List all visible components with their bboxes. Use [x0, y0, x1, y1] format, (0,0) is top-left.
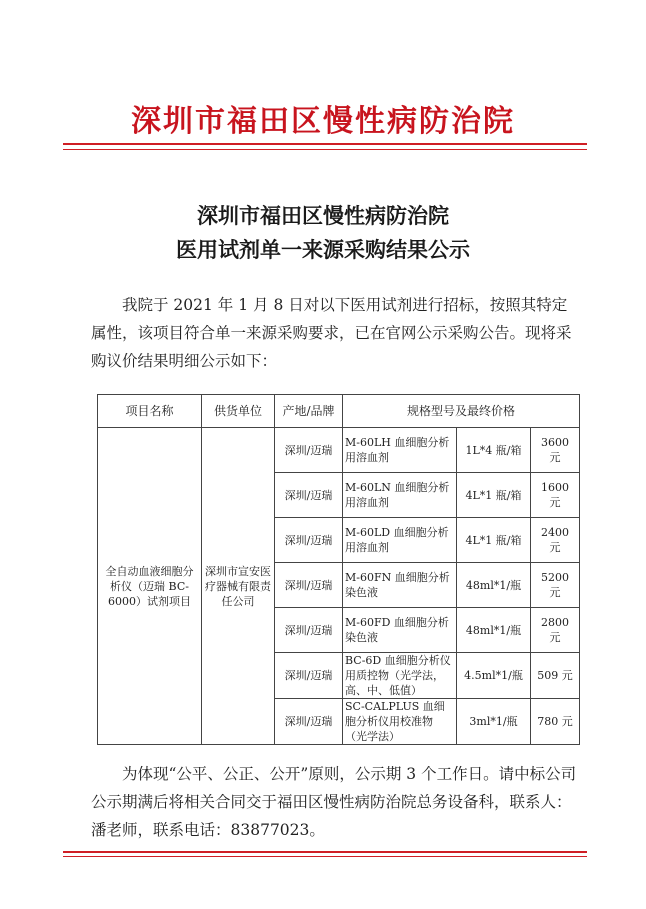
package-cell: 48ml*1/瓶 [457, 608, 531, 653]
table-row [98, 428, 580, 473]
price-cell: 2400 元 [531, 518, 580, 563]
price-cell: 1600 元 [531, 473, 580, 518]
origin-cell: 深圳/迈瑞 [275, 653, 343, 699]
origin-cell: 深圳/迈瑞 [275, 608, 343, 653]
model-cell: M-60FD 血细胞分析染色液 [343, 608, 457, 653]
letterhead-rule-thin [63, 149, 587, 150]
package-cell: 4L*1 瓶/箱 [457, 518, 531, 563]
package-cell: 4L*1 瓶/箱 [457, 473, 531, 518]
letterhead-rule-top [63, 143, 587, 145]
header-project: 项目名称 [98, 395, 202, 428]
model-cell: M-60LN 血细胞分析用溶血剂 [343, 473, 457, 518]
price-cell: 5200 元 [531, 563, 580, 608]
document-title-line2: 医用试剂单一来源采购结果公示 [176, 237, 470, 262]
supplier-cell: 深圳市宣安医疗器械有限责任公司 [202, 428, 275, 745]
table-header-row [98, 395, 580, 428]
model-cell: M-60FN 血细胞分析染色液 [343, 563, 457, 608]
model-cell: M-60LH 血细胞分析用溶血剂 [343, 428, 457, 473]
package-cell: 48ml*1/瓶 [457, 563, 531, 608]
origin-cell: 深圳/迈瑞 [275, 473, 343, 518]
price-cell: 2800 元 [531, 608, 580, 653]
model-cell: BC-6D 血细胞分析仪用质控物（光学法，高、中、低值） [343, 653, 457, 699]
letterhead-title: 深圳市福田区慢性病防治院 [131, 104, 515, 139]
origin-cell: 深圳/迈瑞 [275, 699, 343, 745]
origin-cell: 深圳/迈瑞 [275, 518, 343, 563]
package-cell: 4.5ml*1/瓶 [457, 653, 531, 699]
price-cell: 509 元 [531, 653, 580, 699]
price-cell: 3600 元 [531, 428, 580, 473]
package-cell: 3ml*1/瓶 [457, 699, 531, 745]
header-supplier: 供货单位 [202, 395, 275, 428]
model-cell: SC-CALPLUS 血细胞分析仪用校准物（光学法） [343, 699, 457, 745]
closing-paragraph: 为体现“公平、公正、公开”原则，公示期 3 个工作日。请中标公司公示期满后将相关合同交于福田区慢性病防治院总务设备科，联系人：潘老师，联系电话：83877023。 [91, 765, 577, 839]
origin-cell: 深圳/迈瑞 [275, 428, 343, 473]
footer-rule-thick [63, 851, 587, 853]
header-origin: 产地/品牌 [275, 395, 343, 428]
origin-cell: 深圳/迈瑞 [275, 563, 343, 608]
model-cell: M-60LD 血细胞分析用溶血剂 [343, 518, 457, 563]
procurement-table [97, 394, 580, 745]
footer-rule-thin [63, 856, 587, 857]
intro-paragraph: 我院于 2021 年 1 月 8 日对以下医用试剂进行招标，按照其特定属性，该项目符合单一来源采购要求，已在官网公示采购公告。现将采购议价结果明细公示如下： [91, 296, 572, 370]
package-cell: 1L*4 瓶/箱 [457, 428, 531, 473]
project-name-cell: 全自动血液细胞分析仪（迈瑞 BC-6000）试剂项目 [98, 428, 202, 745]
price-cell: 780 元 [531, 699, 580, 745]
header-spec-price: 规格型号及最终价格 [343, 395, 580, 428]
document-title-line1: 深圳市福田区慢性病防治院 [197, 203, 449, 228]
